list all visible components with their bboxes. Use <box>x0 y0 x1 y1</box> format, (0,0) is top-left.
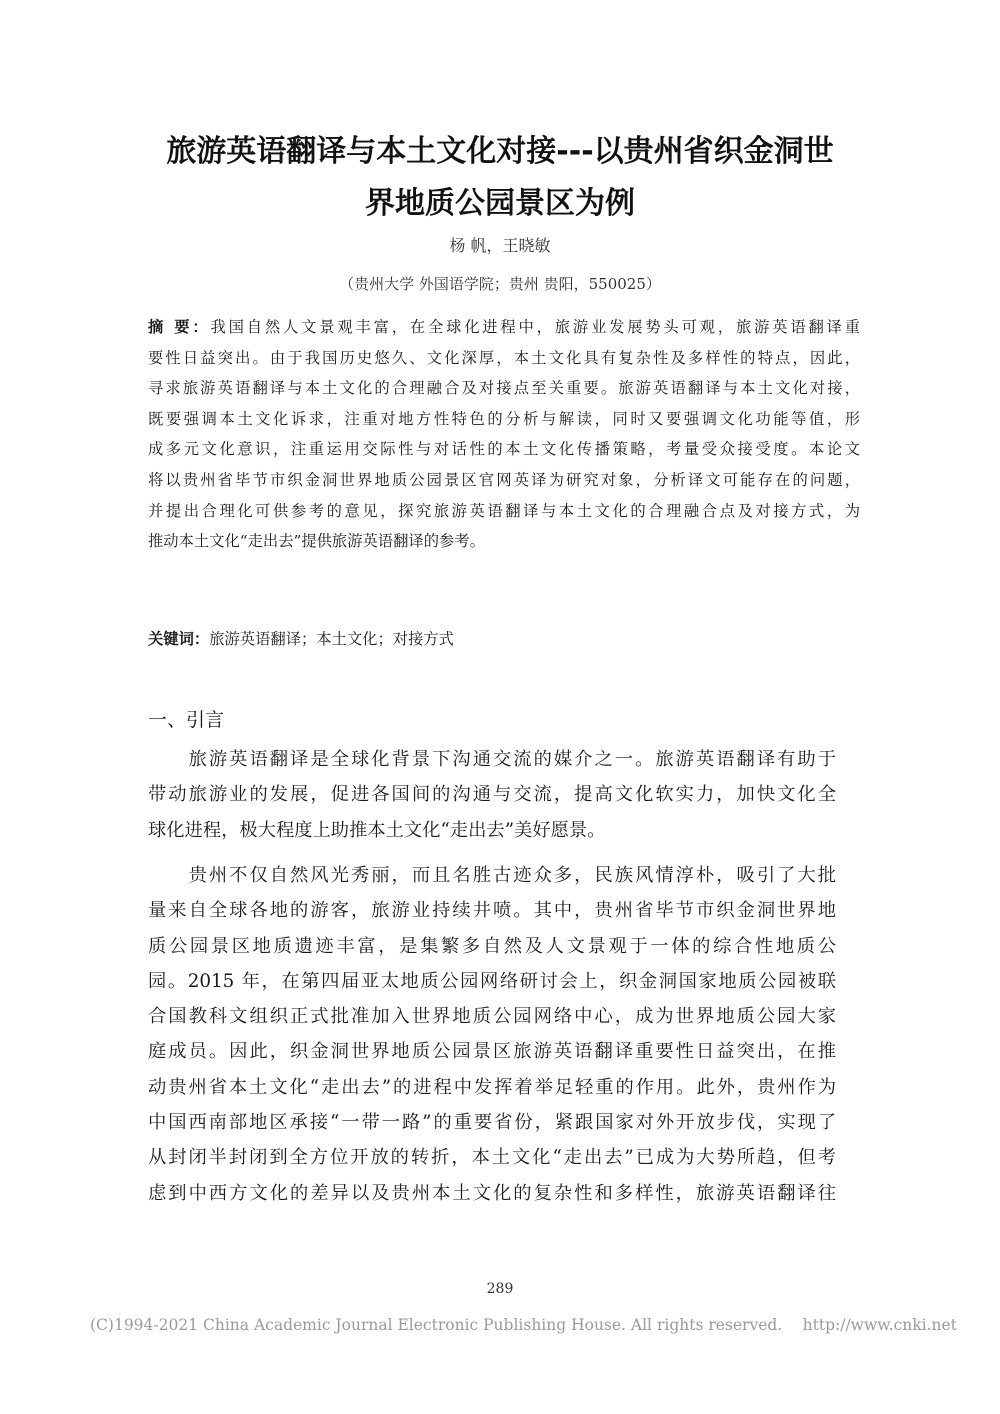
paragraph-line: 量来自全球各地的游客，旅游业持续井喷。其中，贵州省毕节市织金洞世界地 <box>148 900 836 922</box>
keywords <box>148 624 454 654</box>
copyright-footer: (C)1994-2021 China Academic Journal Electronic Publishing House. All rights reserved. http://www.cnki.net <box>90 1316 957 1334</box>
keywords-label: 关键词： <box>148 630 210 648</box>
paragraph-line: 中国西南部地区承接“一带一路”的重要省份，紧跟国家对外开放步伐，实现了 <box>148 1112 836 1134</box>
paragraph-line: 旅游英语翻译是全球化背景下沟通交流的媒介之一。旅游英语翻译有助于 <box>148 749 836 770</box>
paragraph-line: 从封闭半封闭到全方位开放的转折，本土文化“走出去”已成为大势所趋，但考 <box>148 1147 836 1169</box>
abstract-line: 推动本土文化“走出去”提供旅游英语翻译的参考。 <box>148 532 485 551</box>
abstract-line: 要性日益突出。由于我国历史悠久、文化深厚，本土文化具有复杂性及多样性的特点，因此， <box>148 348 860 367</box>
paragraph-line: 虑到中西方文化的差异以及贵州本土文化的复杂性和多样性，旅游英语翻译往 <box>148 1182 836 1204</box>
abstract-line: 并提出合理化可供参考的意见，探究旅游英语翻译与本土文化的合理融合点及对接方式，为 <box>148 501 860 520</box>
paragraph-1 <box>148 742 836 848</box>
paragraph-line: 动贵州省本土文化“走出去”的进程中发挥着举足轻重的作用。此外，贵州作为 <box>148 1076 836 1098</box>
abstract-line: 将以贵州省毕节市织金洞世界地质公园景区官网英译为研究对象，分析译文可能存在的问题， <box>148 470 860 489</box>
authors: 杨 帆，王晓敏 <box>449 236 551 255</box>
abstract <box>148 312 860 557</box>
paragraph-line: 质公园景区地质遗迹丰富，是集繁多自然及人文景观于一体的综合性地质公 <box>148 935 836 957</box>
abstract-line <box>148 312 860 343</box>
affiliation: （贵州大学 外国语学院；贵州 贵阳，550025） <box>339 275 661 293</box>
abstract-line: 寻求旅游英语翻译与本土文化的合理融合及对接点至关重要。旅游英语翻译与本土文化对接， <box>148 379 860 398</box>
paper-title-line-1: 旅游英语翻译与本土文化对接---以贵州省织金洞世 <box>166 134 834 169</box>
abstract-line: 既要强调本土文化诉求，注重对地方性特色的分析与解读，同时又要强调文化功能等值，形 <box>148 409 860 428</box>
abstract-label: 摘 要： <box>148 318 211 336</box>
keywords-text: 旅游英语翻译；本土文化；对接方式 <box>209 630 454 648</box>
paragraph-line: 合国教科文组织正式批准加入世界地质公园网络中心，成为世界地质公园大家 <box>148 1006 836 1028</box>
section-heading: 一、引言 <box>148 709 225 731</box>
paragraph-line: 贵州不仅自然风光秀丽，而且名胜古迹众多，民族风情淳朴，吸引了大批 <box>148 865 836 886</box>
abstract-line: 成多元文化意识，注重运用交际性与对话性的本土文化传播策略，考量受众接受度。本论文 <box>148 440 860 459</box>
paragraph-line: 带动旅游业的发展，促进各国间的沟通与交流，提高文化软实力，加快文化全 <box>148 784 836 806</box>
paragraph-line: 球化进程，极大程度上助推本土文化“走出去”美好愿景。 <box>148 819 606 841</box>
abstract-text: 我国自然人文景观丰富，在全球化进程中，旅游业发展势头可观，旅游英语翻译重 <box>210 318 860 336</box>
page-number: 289 <box>486 1281 514 1297</box>
paragraph-line: 园。2015 年，在第四届亚太地质公园网络研讨会上，织金洞国家地质公园被联 <box>148 970 836 992</box>
paragraph-line: 庭成员。因此，织金洞世界地质公园景区旅游英语翻译重要性日益突出，在推 <box>148 1041 836 1063</box>
paragraph-2 <box>148 858 836 1211</box>
paper-title-line-2: 界地质公园景区为例 <box>365 186 635 221</box>
